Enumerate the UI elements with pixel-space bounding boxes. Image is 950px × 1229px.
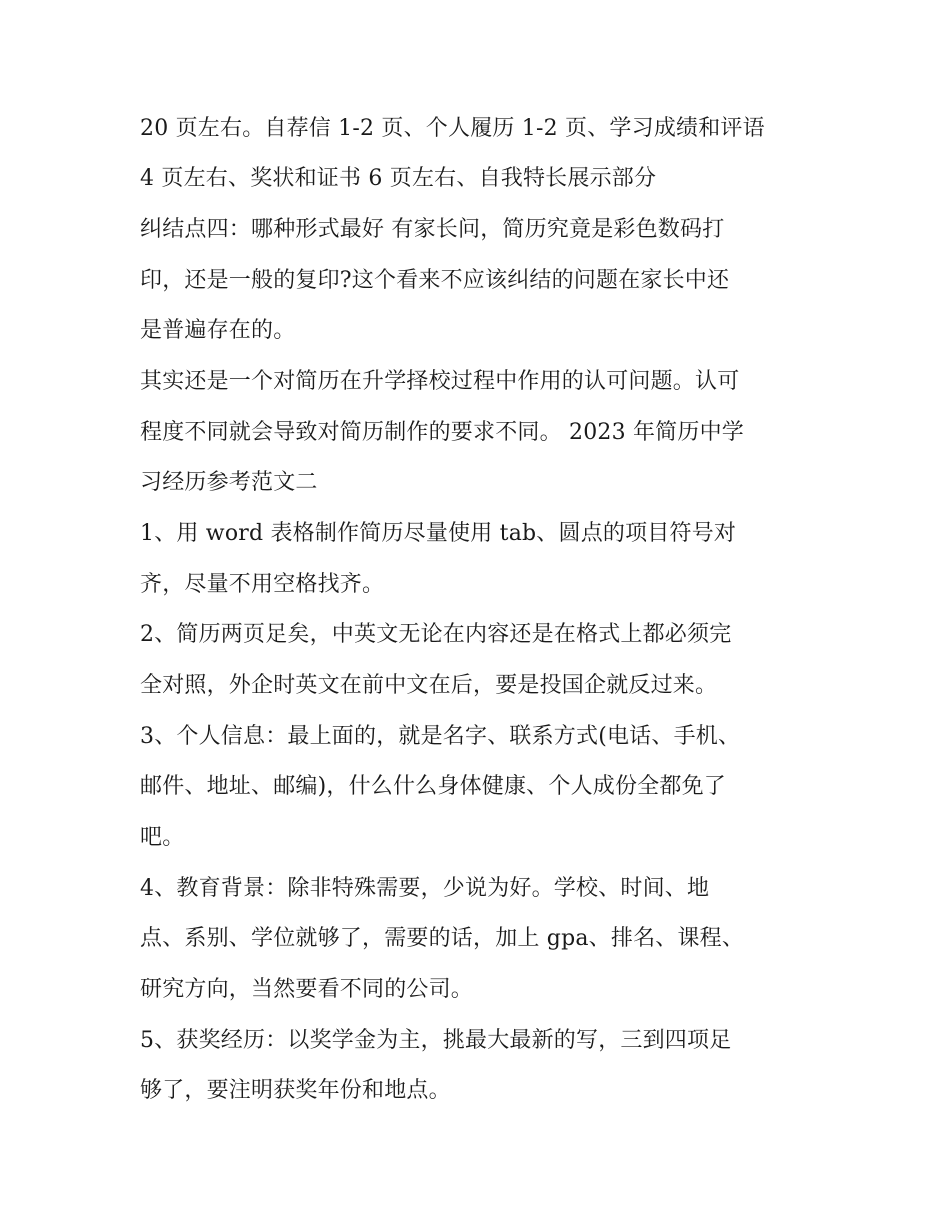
text-line-20: 够了，要注明获奖年份和地点。: [140, 1078, 451, 1103]
text-line-7: 程度不同就会导致对简历制作的要求不同。 2023 年简历中学: [140, 420, 744, 445]
text-line-13: 3、个人信息：最上面的，就是名字、联系方式(电话、手机、: [140, 724, 741, 749]
text-line-18: 研究方向，当然要看不同的公司。: [140, 977, 474, 1002]
text-line-14: 邮件、地址、邮编)，什么什么身体健康、个人成份全都免了: [140, 774, 726, 799]
text-line-17: 点、系别、学位就够了，需要的话，加上 gpa、排名、课程、: [140, 926, 745, 951]
text-line-10: 齐，尽量不用空格找齐。: [140, 572, 385, 597]
text-line-8: 习经历参考范文二: [140, 470, 318, 495]
text-line-11: 2、简历两页足矣，中英文无论在内容还是在格式上都必须完: [140, 622, 732, 647]
text-line-6: 其实还是一个对简历在升学择校过程中作用的认可问题。认可: [140, 369, 740, 394]
text-line-4: 印，还是一般的复印?这个看来不应该纠结的问题在家长中还: [140, 268, 730, 293]
text-line-15: 吧。: [140, 825, 185, 850]
text-line-3: 纠结点四：哪种形式最好 有家长问，简历究竟是彩色数码打: [140, 217, 725, 242]
text-line-5: 是普遍存在的。: [140, 318, 296, 343]
text-line-9: 1、用 word 表格制作简历尽量使用 tab、圆点的项目符号对: [140, 521, 737, 546]
text-line-2: 4 页左右、奖状和证书 6 页左右、自我特长展示部分: [140, 166, 657, 191]
text-line-19: 5、获奖经历：以奖学金为主，挑最大最新的写，三到四项足: [140, 1028, 732, 1053]
text-line-1: 20 页左右。自荐信 1-2 页、个人履历 1-2 页、学习成绩和评语: [140, 116, 765, 141]
text-line-16: 4、教育背景：除非特殊需要，少说为好。学校、时间、地: [140, 876, 710, 901]
text-line-12: 全对照，外企时英文在前中文在后，要是投国企就反过来。: [140, 673, 718, 698]
